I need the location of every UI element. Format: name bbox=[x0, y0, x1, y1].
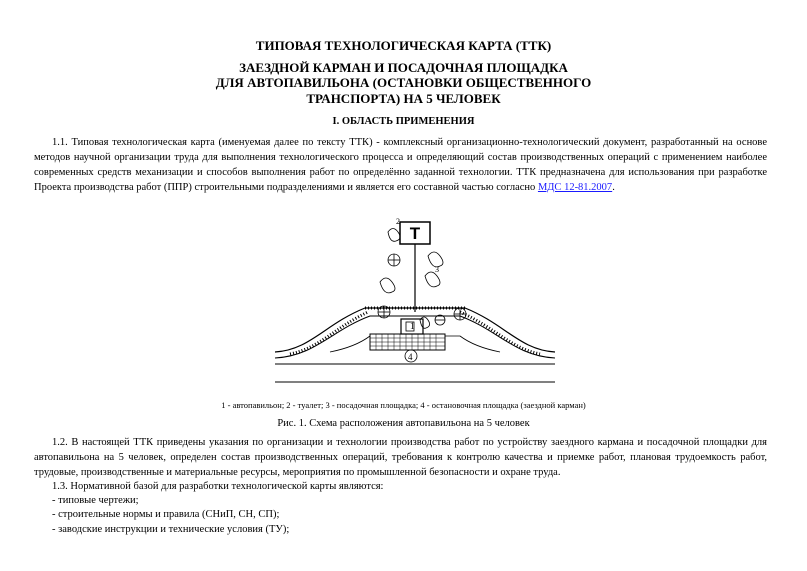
document-subtitle-line3: ТРАНСПОРТА) НА 5 ЧЕЛОВЕК bbox=[306, 91, 501, 106]
fig-label-4: 4 bbox=[408, 352, 413, 362]
mds-link[interactable]: МДС 12-81.2007 bbox=[537, 182, 613, 193]
paragraph-1-2: 1.2. В настоящей ТТК приведены указания по организации и технологии производства работ по устройству заездного кармана и посадочной площадки для автопавильона на 5 человек, определен состав производственных операций, требования к контролю качества и приемке работ, плановая трудоемкость работ, трудовые, производственные и материальные ресурсы, мероприятия по промышленной безопасности и охране труда. bbox=[34, 437, 767, 478]
figure-caption: Рис. 1. Схема расположения автопавильона на 5 человек bbox=[277, 418, 530, 429]
bus-stop-scheme-figure bbox=[270, 212, 560, 397]
list-item: - строительные нормы и правила (СНиП, СН, СП); bbox=[52, 509, 280, 520]
paragraph-1-3: 1.3. Нормативной базой для разработки технологической карты являются: bbox=[52, 481, 384, 492]
list-item: - типовые чертежи; bbox=[52, 495, 139, 506]
document-title: ТИПОВАЯ ТЕХНОЛОГИЧЕСКАЯ КАРТА (ТТК) bbox=[255, 38, 552, 53]
document-subtitle-line2: ДЛЯ АВТОПАВИЛЬОНА (ОСТАНОВКИ ОБЩЕСТВЕННОГО bbox=[215, 75, 592, 90]
document-subtitle-line1: ЗАЕЗДНОЙ КАРМАН И ПОСАДОЧНАЯ ПЛОЩАДКА bbox=[239, 60, 568, 75]
figure-legend: 1 - автопавильон; 2 - туалет; 3 - посадочная площадка; 4 - остановочная площадка (заездной карман) bbox=[221, 400, 586, 410]
list-item: - заводские инструкции и технические условия (ТУ); bbox=[52, 524, 290, 535]
paragraph-1-1-text: 1.1. Типовая технологическая карта (именуемая далее по тексту ТТК) - комплексный организационно-технологический документ, разработанный на основе методов научной организации труда для выполнения технологического процесса и определяющий состав производственных операций с применением наиболее современных средств механизации и способов выполнения работ по определённо заданной технологии. ТТК предназначена для использования при разработке Проекта производства работ (ППР) строительными подразделениями и является его составной частью согласно bbox=[34, 137, 767, 193]
section-heading: I. ОБЛАСТЬ ПРИМЕНЕНИЯ bbox=[332, 116, 475, 127]
trees bbox=[378, 254, 466, 325]
fig-label-1: 1 bbox=[410, 321, 415, 331]
stop-sign-letter: Т bbox=[409, 224, 421, 243]
fig-label-3: 3 bbox=[435, 265, 439, 274]
paragraph-1-1-end: . bbox=[612, 182, 615, 193]
fig-label-2: 2 bbox=[396, 217, 400, 226]
paragraph-1-1 bbox=[34, 135, 767, 195]
